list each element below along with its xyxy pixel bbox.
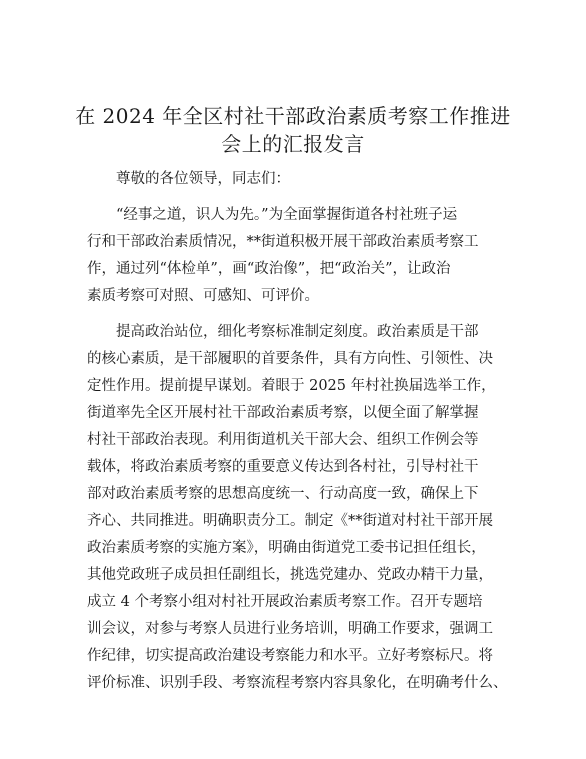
title-line: 会上的汇报发言: [221, 132, 365, 156]
paragraph-2: [87, 319, 512, 697]
paragraph-line: 提高政治站位，细化考察标准制定刻度。政治素质是干部: [116, 324, 479, 340]
paragraph-line: 街道率先全区开展村社干部政治素质考察，以便全面了解掌握: [87, 405, 479, 421]
paragraph-line: 作，通过列“体检单”，画“政治像”，把“政治关”，让政治: [87, 261, 451, 277]
document-title: [60, 102, 526, 158]
salutation: [87, 166, 512, 193]
paragraph-line: 其他党政班子成员担任副组长，挑选党建办、党政办精干力量，: [87, 567, 493, 583]
paragraph-line: 定性作用。提前提早谋划。着眼于 2025 年村社换届选举工作，: [87, 378, 496, 394]
paragraph-line: 载体，将政治素质考察的重要意义传达到各村社，引导村社干: [87, 459, 479, 475]
title-line: 在 2024 年全区村社干部政治素质考察工作推进: [75, 104, 511, 128]
paragraph-line: 政治素质考察的实施方案》，明确由街道党工委书记担任组长，: [87, 540, 486, 556]
paragraph-line: 的核心素质，是干部履职的首要条件，具有方向性、引领性、决: [87, 351, 493, 367]
paragraph-line: 作纪律，切实提高政治建设考察能力和水平。立好考察标尺。将: [87, 648, 493, 664]
paragraph-line: 训会议，对参与考察人员进行业务培训，明确工作要求，强调工: [87, 621, 493, 637]
paragraph-line: 部对政治素质考察的思想高度统一、行动高度一致，确保上下: [87, 486, 479, 502]
document-body: [87, 166, 512, 697]
paragraph-line: 评价标准、识别手段、考察流程考察内容具象化，在明确考什么、: [87, 675, 508, 691]
paragraph-line: 行和干部政治素质情况，**街道积极开展干部政治素质考察工: [87, 234, 479, 250]
paragraph-line: 齐心、共同推进。明确职责分工。制定《**街道对村社干部开展: [87, 513, 493, 529]
paragraph-line: 素质考察可对照、可感知、可评价。: [87, 288, 319, 304]
paragraph-line: “经事之道，识人为先。”为全面掌握街道各村社班子运: [116, 207, 458, 223]
paragraph-1: [87, 202, 512, 310]
paragraph-line: 成立 4 个考察小组对村社开展政治素质考察工作。召开专题培: [87, 594, 483, 610]
salutation-text: 尊敬的各位领导，同志们：: [116, 171, 290, 187]
paragraph-line: 村社干部政治表现。利用街道机关干部大会、组织工作例会等: [87, 432, 479, 448]
